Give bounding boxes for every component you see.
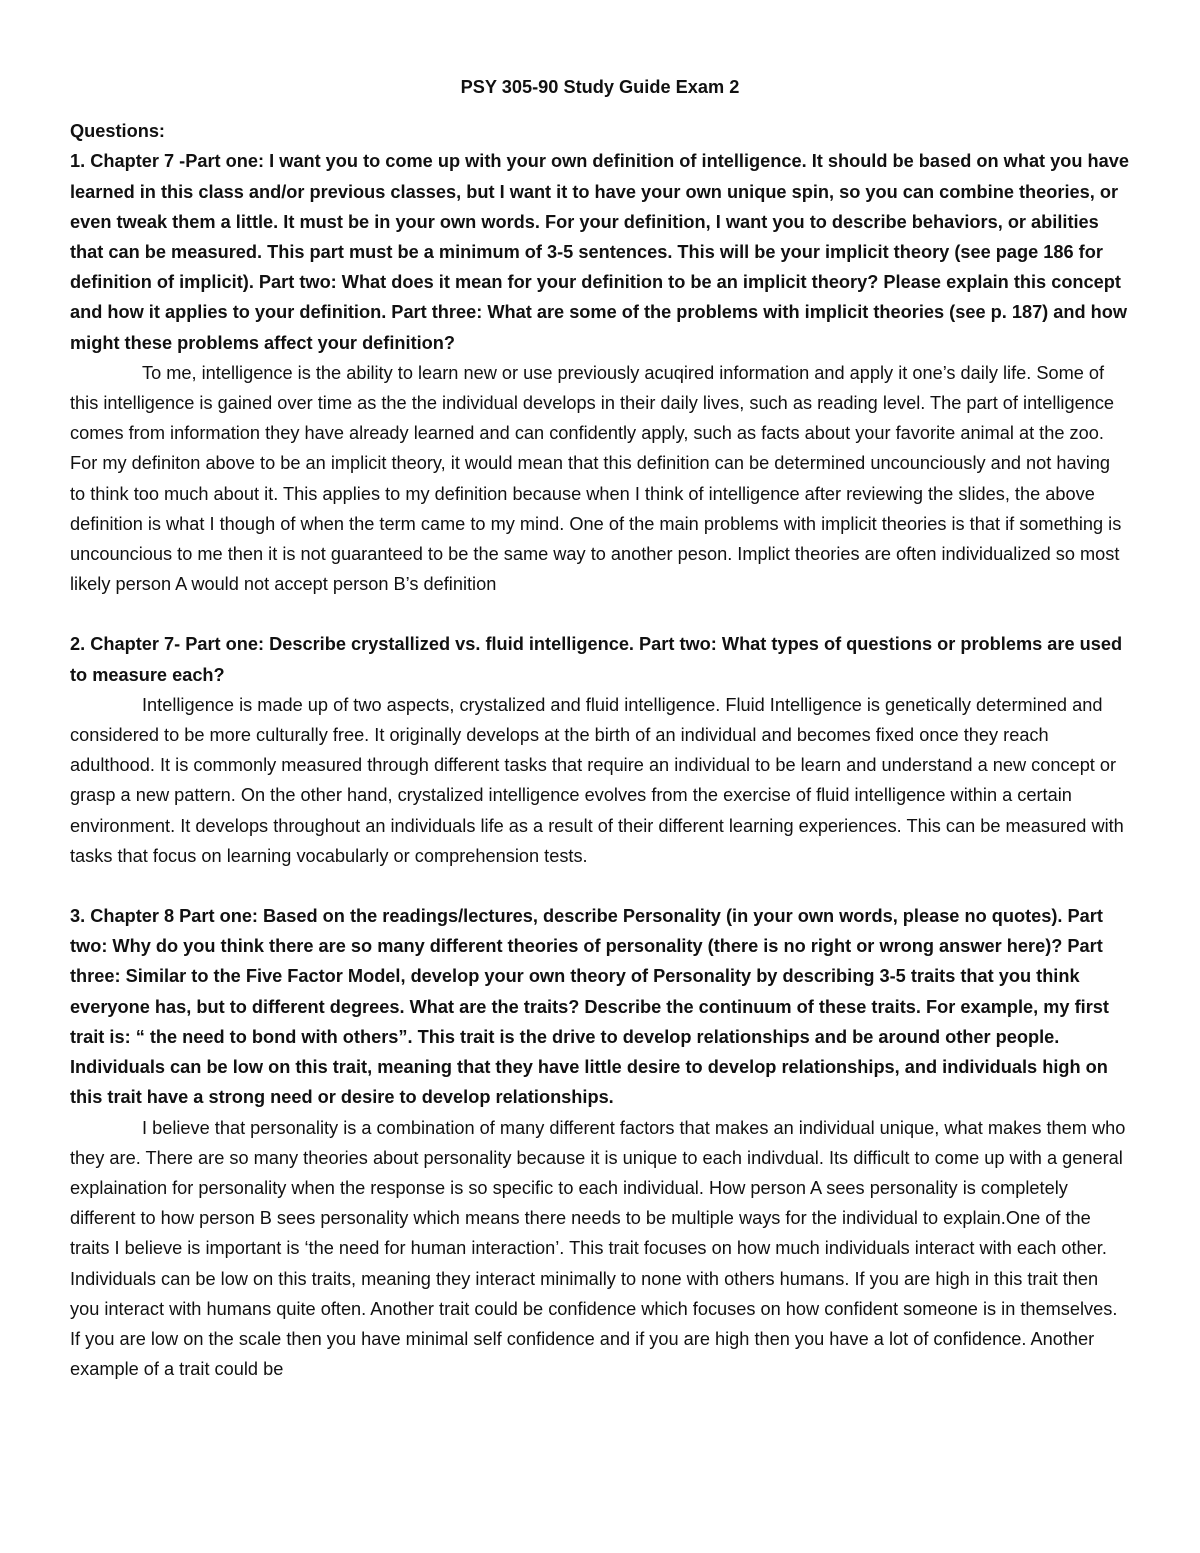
question-1 <box>70 146 1130 599</box>
paragraph-spacer <box>70 871 1130 901</box>
questions-heading: Questions: <box>70 121 165 142</box>
question-3 <box>70 901 1130 1384</box>
document-page <box>70 72 1130 1384</box>
question-1-answer: To me, intelligence is the ability to learn new or use previously acuqired information and apply it one’s daily life. Some of this intelligence is gained over time as the the individual develops in their daily lives, such as reading level. The part of intelligence comes from information they have already learned and can confidently apply, such as facts about your favorite animal at the zoo. For my definiton above to be an implicit theory, it would mean that this definition can be determined uncounciously and not having to think too much about it. This applies to my definition because when I think of intelligence after reviewing the slides, the above definition is what I though of when the term came to my mind. One of the main problems with implicit theories is that if something is uncouncious to me then it is not guaranteed to be the same way to another peson. Implict theories are often individualized so most likely person A would not accept person B’s definition <box>70 362 1122 595</box>
question-3-prompt: 3. Chapter 8 Part one: Based on the readings/lectures, describe Personality (in your own words, please no quotes). Part two: Why do you think there are so many different theories of personality (there is no right or wrong answer here)? Part three: Similar to the Five Factor Model, develop your own theory of Personality by describing 3-5 traits that you think everyone has, but to different degrees. What are the traits? Describe the continuum of these traits. For example, my first trait is: “ the need to bond with others”. This trait is the drive to develop relationships and be around other people. Individuals can be low on this trait, meaning that they have little desire to develop relationships, and individuals high on this trait have a strong need or desire to develop relationships. <box>70 906 1109 1108</box>
question-3-answer: I believe that personality is a combination of many different factors that makes an individual unique, what makes them who they are. There are so many theories about personality because it is unique to each indivdual. Its difficult to come up with a general explaination for personality when the response is so specific to each individual. How person A sees personality is completely different to how person B sees personality which means there needs to be multiple ways for the individual to explain.One of the traits I believe is important is ‘the need for human interaction’. This trait focuses on how much individuals interact with each other. Individuals can be low on this traits, meaning they interact minimally to none with others humans. If you are high in this trait then you interact with humans quite often. Another trait could be confidence which focuses on how confident someone is in themselves. If you are low on the scale then you have minimal self confidence and if you are high then you have a lot of confidence. Another example of a trait could be <box>70 1117 1126 1380</box>
question-2-answer: Intelligence is made up of two aspects, crystalized and fluid intelligence. Fluid Intelligence is genetically determined and considered to be more culturally free. It originally develops at the birth of an individual and becomes fixed once they reach adulthood. It is commonly measured through different tasks that require an individual to be learn and understand a new concept or grasp a new pattern. On the other hand, crystalized intelligence evolves from the exercise of fluid intelligence within a certain environment. It develops throughout an individuals life as a result of their different learning experiences. This can be measured with tasks that focus on learning vocabularly or comprehension tests. <box>70 694 1124 866</box>
question-2-prompt: 2. Chapter 7- Part one: Describe crystallized vs. fluid intelligence. Part two: What types of questions or problems are used to measure each? <box>70 634 1123 685</box>
paragraph-spacer <box>70 599 1130 629</box>
question-2 <box>70 629 1130 871</box>
question-1-prompt: 1. Chapter 7 -Part one: I want you to come up with your own definition of intelligence. It should be based on what you have learned in this class and/or previous classes, but I want it to have your own unique spin, so you can combine theories, or even tweak them a little. It must be in your own words. For your definition, I want you to describe behaviors, or abilities that can be measured. This part must be a minimum of 3-5 sentences. This will be your implicit theory (see page 186 for definition of implicit). Part two: What does it mean for your definition to be an implicit theory? Please explain this concept and how it applies to your definition. Part three: What are some of the problems with implicit theories (see p. 187) and how might these problems affect your definition? <box>70 151 1130 353</box>
document-title: PSY 305-90 Study Guide Exam 2 <box>460 77 740 97</box>
